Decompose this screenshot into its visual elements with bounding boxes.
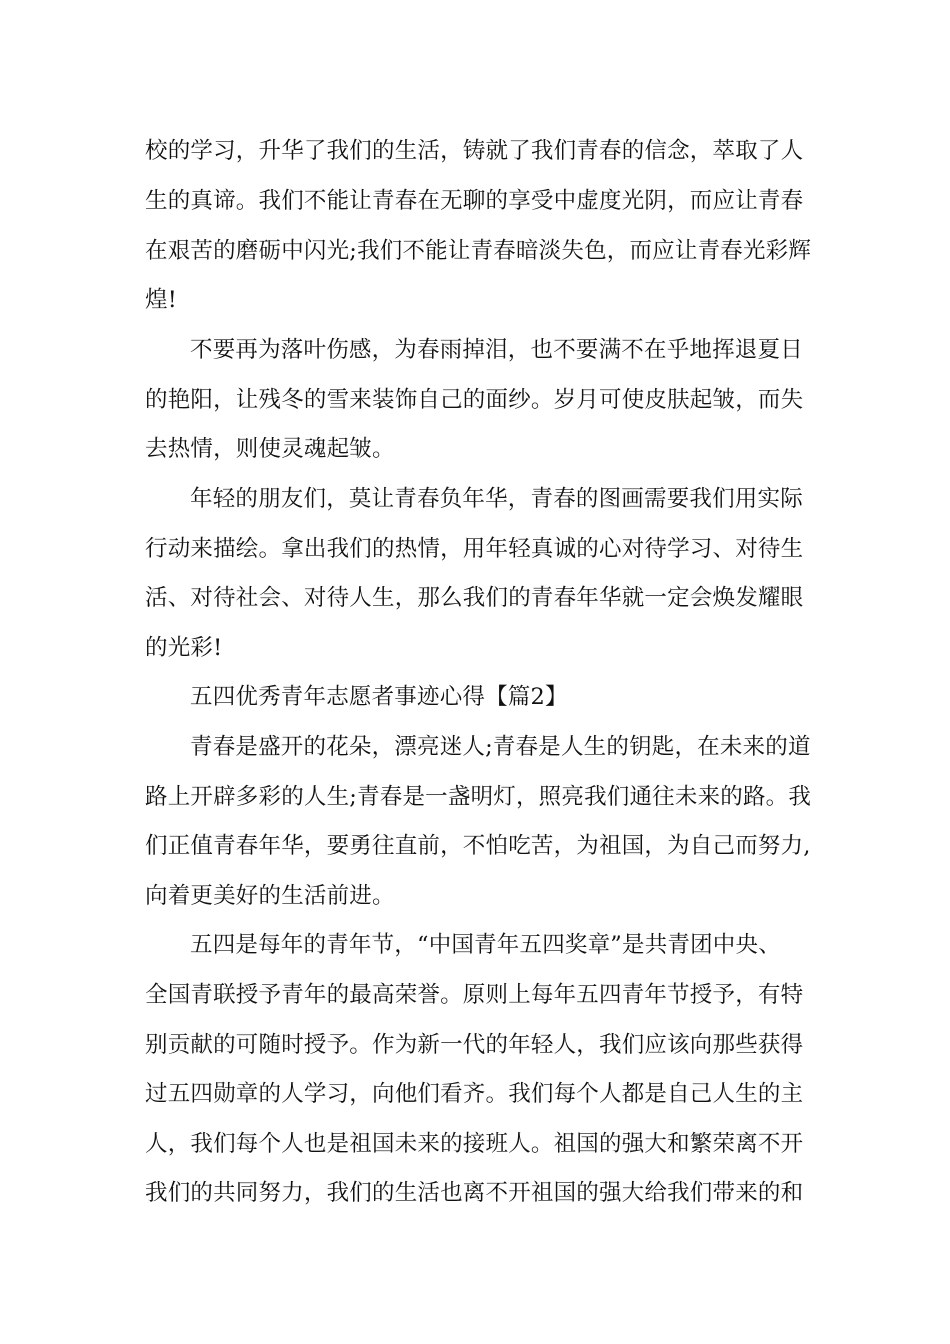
text-line: 煌!: [145, 287, 177, 313]
text-line: 去热情，则使灵魂起皱。: [145, 436, 395, 462]
text-line: 们正值青春年华，要勇往直前，不怕吃苦，为祖国，为自己而努力,: [145, 833, 811, 859]
text-line: 生的真谛。我们不能让青春在无聊的享受中虚度光阴，而应让青春: [145, 188, 804, 214]
text-line: 全国青联授予青年的最高荣誉。原则上每年五四青年节授予，有特: [145, 982, 804, 1008]
text-line: 人，我们每个人也是祖国未来的接班人。祖国的强大和繁荣离不开: [145, 1131, 804, 1157]
text-line: 的艳阳，让残冬的雪来装饰自己的面纱。岁月可使皮肤起皱，而失: [145, 387, 804, 413]
paragraph-first-line: 青春是盛开的花朵，漂亮迷人;青春是人生的钥匙，在未来的道: [190, 734, 811, 760]
paragraph-first-line: 年轻的朋友们，莫让青春负年华，青春的图画需要我们用实际: [190, 486, 803, 512]
text-line: 向着更美好的生活前进。: [145, 883, 395, 909]
text-line: 行动来描绘。拿出我们的热情，用年轻真诚的心对待学习、对待生: [145, 536, 804, 562]
text-line: 活、对待社会、对待人生，那么我们的青春年华就一定会焕发耀眼: [145, 585, 804, 611]
text-line: 路上开辟多彩的人生;青春是一盏明灯，照亮我们通往未来的路。我: [145, 784, 812, 810]
text-line: 别贡献的可随时授予。作为新一代的年轻人，我们应该向那些获得: [145, 1032, 804, 1058]
text-line: 过五四勋章的人学习，向他们看齐。我们每个人都是自己人生的主: [145, 1081, 804, 1107]
text-line: 的光彩!: [145, 635, 223, 661]
text-line: 在艰苦的磨砺中闪光;我们不能让青春暗淡失色，而应让青春光彩辉: [145, 238, 812, 264]
text-line: 我们的共同努力，我们的生活也离不开祖国的强大给我们带来的和: [145, 1180, 804, 1206]
paragraph-first-line: 不要再为落叶伤感，为春雨掉泪，也不要满不在乎地挥退夏日: [190, 337, 803, 363]
section-heading: 五四优秀青年志愿者事迹心得【篇2】: [190, 684, 568, 710]
text-line: 校的学习，升华了我们的生活，铸就了我们青春的信念，萃取了人: [145, 138, 804, 164]
paragraph-first-line: 五四是每年的青年节，“中国青年五四奖章”是共青团中央、: [190, 932, 781, 958]
